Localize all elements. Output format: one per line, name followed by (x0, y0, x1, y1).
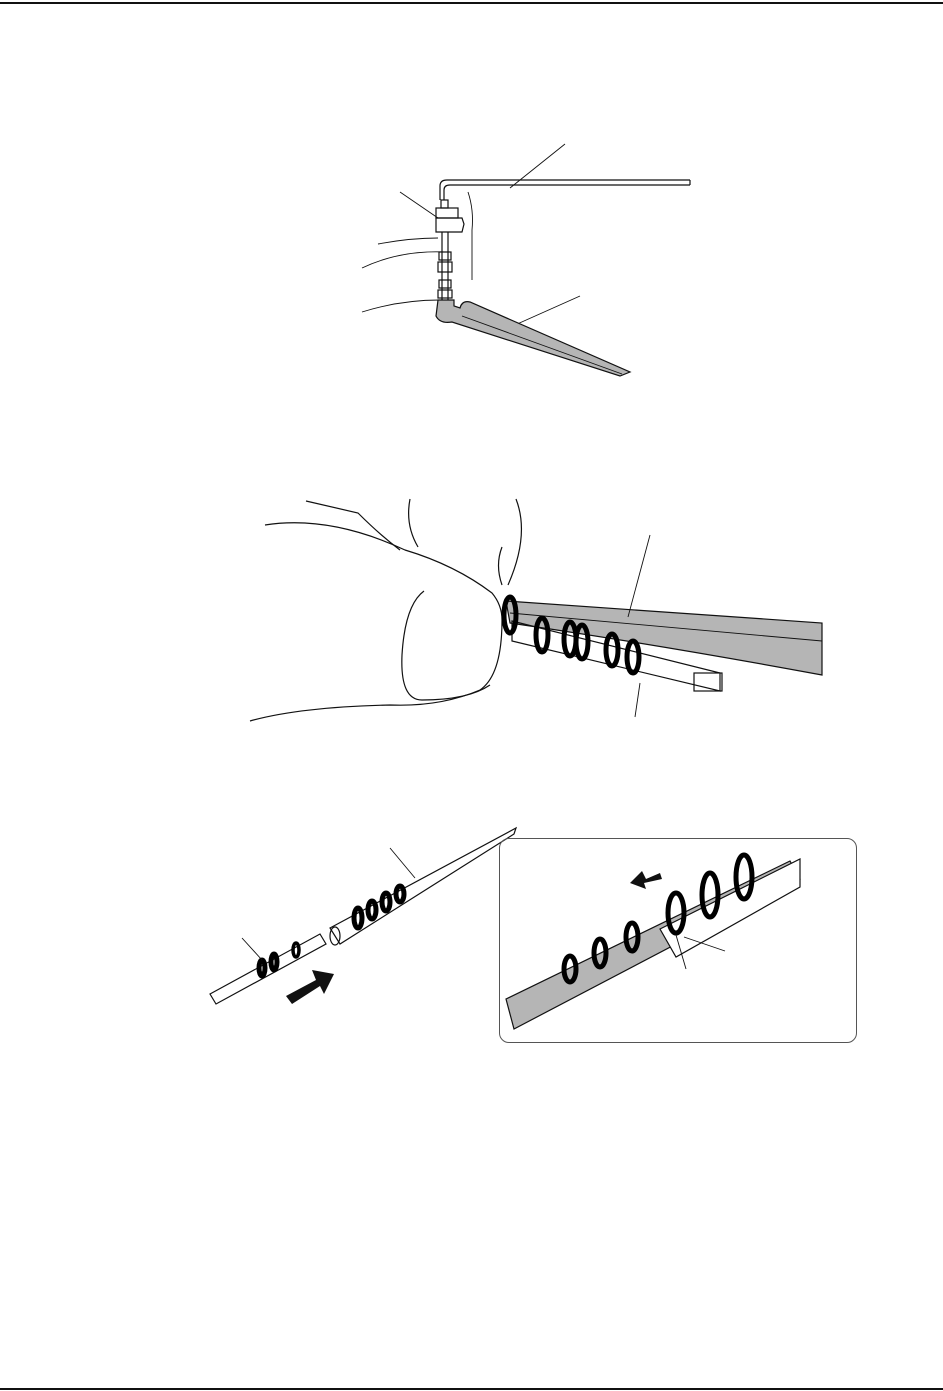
leader-line-hex-key (510, 144, 565, 188)
leader-line-body-3 (362, 300, 440, 312)
tapered-tool-icon (330, 828, 516, 945)
detail-frame-icon (499, 838, 857, 1043)
hex-key-icon (440, 180, 690, 200)
wrench-icon (436, 300, 630, 376)
leader-line-screw (400, 192, 438, 218)
needle-valve-icon (210, 934, 326, 1004)
ring-tool-icon (506, 535, 822, 675)
leader-line-wrench (515, 296, 580, 325)
needle-assembly-icon (438, 232, 452, 310)
figure-1 (350, 140, 710, 380)
screw-icon (436, 200, 464, 232)
leader-line-body-1 (378, 238, 438, 244)
leader-line-body-2 (362, 252, 445, 268)
figure-3 (200, 820, 520, 1020)
footer-rule (0, 1388, 943, 1390)
figure-2 (240, 495, 830, 735)
push-arrow-icon (286, 970, 334, 1004)
housing-arc (468, 192, 473, 230)
slide-arrow-icon (630, 871, 662, 889)
header-rule (0, 2, 943, 4)
fingers-icon (250, 499, 521, 721)
